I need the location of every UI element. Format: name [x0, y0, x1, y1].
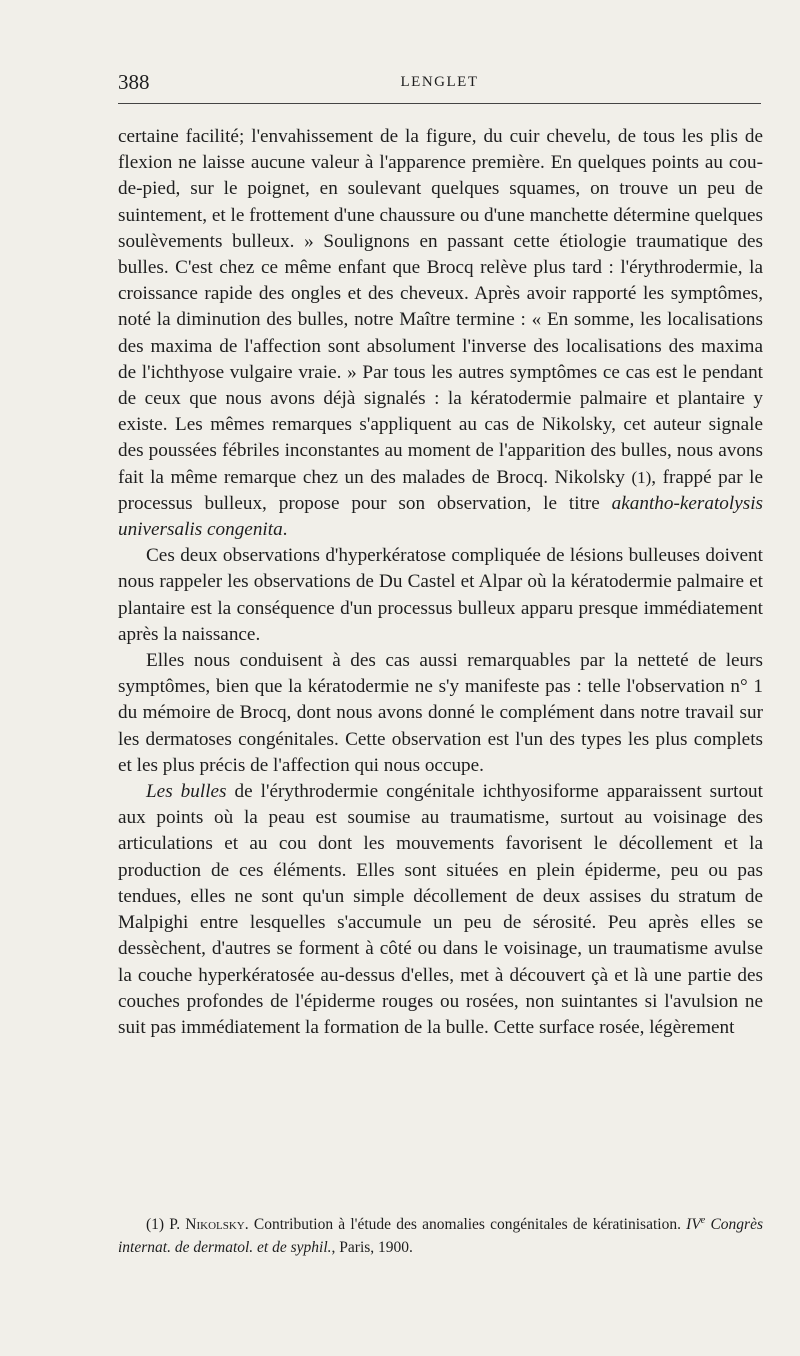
footnote-mark: (1)	[146, 1216, 165, 1233]
footnote-author: P. Nikolsky	[169, 1216, 245, 1233]
page-header	[118, 70, 761, 100]
page-number: 388	[118, 70, 150, 94]
running-head: LENGLET	[400, 74, 479, 90]
italic-title: akantho-keratolysis universalis congenita	[118, 492, 763, 541]
footnote-reference: (1)	[631, 467, 652, 487]
paragraph-2: Ces deux observations d'hyperkératose compliquée de lésions bulleuses doivent nous rappeler les observations de Du Castel et Alpar où la kératodermie palmaire et plantaire est la conséquence d'un processus bulleux apparu presque immédiatement après la naissance.	[118, 545, 763, 645]
footnote: (1) P. Nikolsky. Contribution à l'étude des anomalies congénitales de kératinisation. IVe Congrès internat. de dermatol. et de syphil., Paris, 1900.	[118, 1214, 763, 1256]
body-text	[118, 124, 763, 1041]
paragraph-1: certaine facilité; l'envahissement de la figure, du cuir chevelu, de tous les plis de flexion ne laisse aucune valeur à l'apparence première. En quelques points au cou-de-pied, sur le poignet, en soulevant quelques squames, on trouve un peu de suintement, et le frottement d'une chaussure ou d'une manchette détermine quelques soulèvements bulleux. » Soulignons en passant cette étiologie traumatique des bulles. C'est chez ce même enfant que Brocq relève plus tard : l'érythrodermie, la croissance rapide des ongles et des cheveux. Après avoir rapporté les symptômes, noté la diminution des bulles, notre Maître termine : « En somme, les localisations des maxima de l'affection sont absolument l'inverse des localisations des maxima de l'ichthyose vulgaire vraie. » Par tous les autres symptômes ce cas est le pendant de ceux que nous avons déjà signalés : la kératodermie palmaire et plantaire y existe. Les mêmes remarques s'appliquent au cas de Nikolsky, cet auteur signale des poussées fébriles inconstantes au moment de l'apparition des bulles, nous avons fait la même remarque chez un des malades de Brocq. Nikolsky (1), frappé par le processus bulleux, propose pour son observation, le titre akantho-keratolysis universalis congenita.	[118, 126, 763, 541]
paragraph-4: Les bulles de l'érythrodermie congénitale ichthyosiforme apparaissent surtout aux points où la peau est soumise au traumatisme, surtout au voisinage des articulations et au cou dont les mouvements favorisent le décollement et la production de ces éléments. Elles sont situées en plein épiderme, peu ou pas tendues, elles ne sont qu'un simple décollement de deux assises du stratum de Malpighi entre lesquelles s'accumule un peu de sérosité. Peu après elles se dessèchent, d'autres se forment à côté ou dans le voisinage, un traumatisme avulse la couche hyperkératosée au-dessus d'elles, met à découvert çà et là une partie des couches profondes de l'épiderme rouges ou rosées, non suintantes si l'avulsion ne suit pas immédiatement la formation de la bulle. Cette surface rosée, légèrement	[118, 781, 763, 1038]
header-rule	[118, 103, 761, 104]
paragraph-3: Elles nous conduisent à des cas aussi remarquables par la netteté de leurs symptômes, bien que la kératodermie ne s'y manifeste pas : telle l'observation n° 1 du mémoire de Brocq, dont nous avons donné le complément dans notre travail sur les dermatoses congénitales. Cette observation est l'un des types les plus complets et les plus précis de l'affection qui nous occupe.	[118, 650, 763, 776]
italic-term: Les bulles	[146, 781, 227, 803]
